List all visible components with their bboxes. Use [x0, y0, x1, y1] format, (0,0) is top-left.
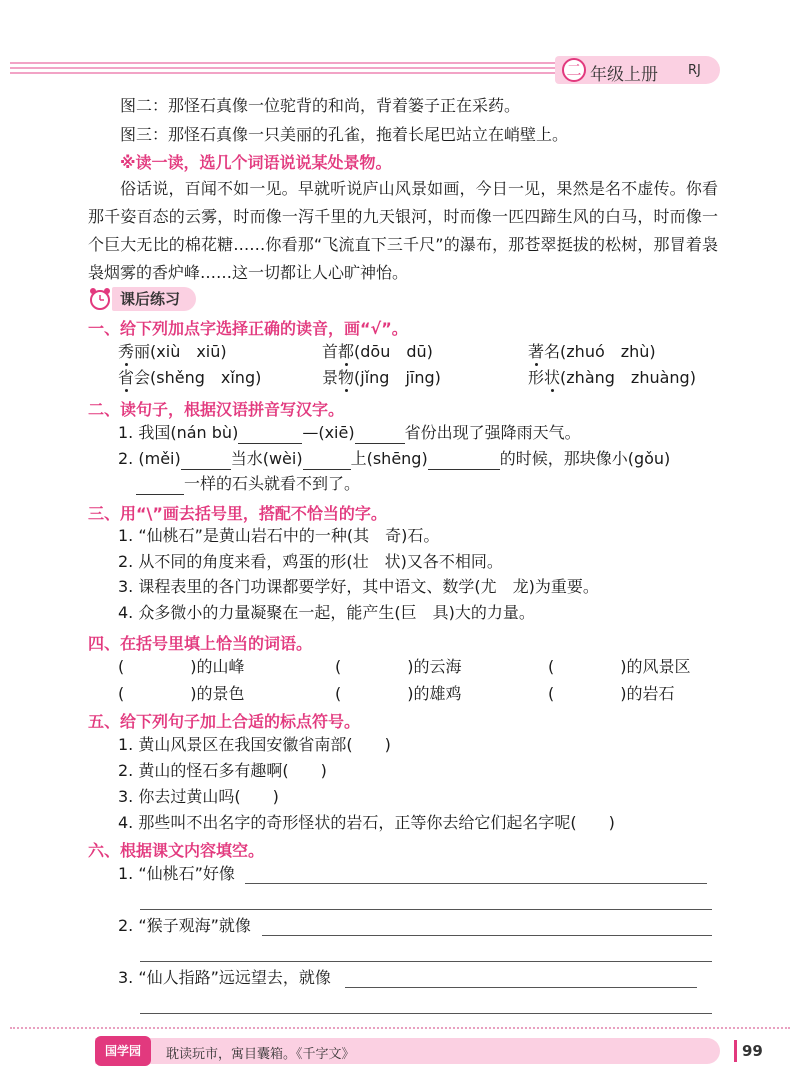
alarm-clock-icon	[88, 287, 112, 311]
section4-title: 四、在括号里填上恰当的词语。	[88, 634, 313, 653]
answer-line[interactable]	[245, 883, 707, 884]
footer-quote: 耽读玩市，寓目囊箱。《千字文》	[166, 1047, 355, 1062]
answer-line[interactable]	[140, 961, 712, 962]
answer-line[interactable]	[140, 1013, 712, 1014]
section5-title: 五、给下列句子加上合适的标点符号。	[88, 712, 361, 731]
s1-item6: 形状(zhàng zhuàng)	[528, 368, 696, 387]
read-heading: ※读一读，选几个词语说说某处景物。	[120, 153, 392, 172]
answer-blank[interactable]	[303, 452, 351, 470]
s3-item2: 2. 从不同的角度来看，鸡蛋的形(壮 状)又各不相同。	[118, 552, 503, 571]
s3-item3: 3. 课程表里的各门功课都要学好，其中语文、数学(尤 龙)为重要。	[118, 577, 599, 596]
answer-line[interactable]	[140, 909, 712, 910]
picture2-text: 图二：那怪石真像一位驼背的和尚，背着篓子正在采药。	[120, 96, 521, 115]
s4-item3[interactable]: ( )的风景区	[548, 657, 691, 676]
picture3-text: 图三：那怪石真像一只美丽的孔雀，拖着长尾巴站立在峭壁上。	[120, 125, 569, 144]
exercise-label	[88, 287, 196, 311]
answer-blank[interactable]	[355, 426, 405, 444]
header-decoration	[10, 62, 558, 78]
s2-line2: 2. (měi) 当水(wèi) 上(shēng) 的时候，那块像小(gǒu)	[118, 449, 671, 468]
footer-divider	[10, 1027, 790, 1029]
s1-item2: 首都(dōu dū)	[322, 342, 433, 361]
s1-item3: 著名(zhuó zhù)	[528, 342, 656, 361]
answer-line[interactable]	[262, 935, 712, 936]
s1-item5: 景物(jǐng jīng)	[322, 368, 441, 387]
s5-item4: 4. 那些叫不出名字的奇形怪状的岩石，正等你去给它们起名字呢( )	[118, 813, 615, 832]
section1-title: 一、给下列加点字选择正确的读音，画“√”。	[88, 319, 408, 338]
guoxue-badge: 国学园	[95, 1036, 151, 1066]
s6-item3: 3. “仙人指路”远远望去，就像	[118, 968, 331, 987]
answer-blank[interactable]	[428, 452, 500, 470]
s4-item4[interactable]: ( )的景色	[118, 684, 245, 703]
s1-item4: 省会(shěng xǐng)	[118, 368, 262, 387]
s4-item1[interactable]: ( )的山峰	[118, 657, 245, 676]
page-number: 99	[742, 1042, 763, 1060]
answer-blank[interactable]	[136, 477, 184, 495]
s5-item1: 1. 黄山风景区在我国安徽省南部( )	[118, 735, 391, 754]
s4-item5[interactable]: ( )的雄鸡	[335, 684, 462, 703]
s6-item1: 1. “仙桃石”好像	[118, 864, 235, 883]
page-separator	[734, 1040, 737, 1062]
s4-item6[interactable]: ( )的岩石	[548, 684, 675, 703]
s3-item4: 4. 众多微小的力量凝聚在一起，能产生(巨 具)大的力量。	[118, 603, 535, 622]
s2-line3: 一样的石头就看不到了。	[136, 473, 360, 495]
s1-item1: 秀丽(xiù xiū)	[118, 342, 227, 361]
answer-blank[interactable]	[181, 452, 231, 470]
grade-label: 年级上册	[590, 65, 658, 85]
section3-title: 三、用“\”画去括号里，搭配不恰当的字。	[88, 504, 387, 523]
s4-item2[interactable]: ( )的云海	[335, 657, 462, 676]
grade-number-badge: 二	[562, 58, 586, 82]
answer-line[interactable]	[345, 987, 697, 988]
s2-line1: 1. 我国(nán bù) —(xiē) 省份出现了强降雨天气。	[118, 423, 581, 442]
s3-item1: 1. “仙桃石”是黄山岩石中的一种(其 奇)石。	[118, 526, 440, 545]
s6-item2: 2. “猴子观海”就像	[118, 916, 251, 935]
answer-blank[interactable]	[238, 426, 302, 444]
edition-label: RJ	[688, 63, 701, 78]
exercise-label-text: 课后练习	[112, 287, 196, 311]
s5-item3: 3. 你去过黄山吗( )	[118, 787, 279, 806]
section6-title: 六、根据课文内容填空。	[88, 841, 265, 860]
section2-title: 二、读句子，根据汉语拼音写汉字。	[88, 400, 345, 419]
s5-item2: 2. 黄山的怪石多有趣啊( )	[118, 761, 327, 780]
reading-paragraph: 俗话说，百闻不如一见。早就听说庐山风景如画，今日一见，果然是名不虚传。你看那千姿百态的云雾，时而像一泻千里的九天银河，时而像一匹四蹄生风的白马，时而像一个巨大无比的棉花糖……你看那“飞流直下三千尺”的瀑布，那苍翠挺拔的松树，那冒着袅袅烟雾的香炉峰……这一切都让人心旷神怡。	[88, 179, 718, 282]
